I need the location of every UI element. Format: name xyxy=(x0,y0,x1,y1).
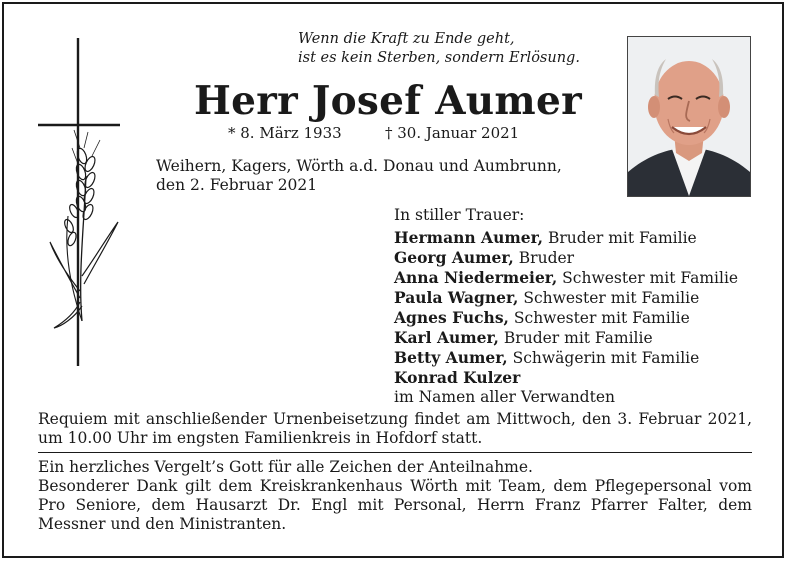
motto-line-1: Wenn die Kraft zu Ende geht, xyxy=(298,31,515,47)
mourner-relation: Bruder mit Familie xyxy=(503,329,653,347)
mourner-name: Karl Aumer, xyxy=(394,328,499,347)
mourner-relation: Schwester mit Familie xyxy=(513,309,690,327)
place-and-date xyxy=(156,157,562,195)
mourner-row xyxy=(394,308,738,328)
mourner-relation: Schwägerin mit Familie xyxy=(512,349,700,367)
mourner-relation: Schwester mit Familie xyxy=(562,269,739,287)
mourner-row xyxy=(394,268,738,288)
date-line: den 2. Februar 2021 xyxy=(156,176,318,194)
cross-with-wheat-icon xyxy=(34,36,124,372)
mourners-closing: im Namen aller Verwandten xyxy=(394,388,615,406)
mourners-intro: In stiller Trauer: xyxy=(394,206,525,224)
thanks-line: Ein herzliches Vergelt’s Gott für alle Zeichen der Anteilnahme. xyxy=(38,458,533,476)
place-line: Weihern, Kagers, Wörth a.d. Donau und Aumbrunn, xyxy=(156,157,562,175)
mourner-row xyxy=(394,288,738,308)
motto-quote xyxy=(298,30,580,68)
mourner-relation: Schwester mit Familie xyxy=(523,289,700,307)
thanks-section xyxy=(38,458,752,534)
portrait-photo xyxy=(627,36,751,197)
mourner-row xyxy=(394,348,738,368)
motto-line-2: ist es kein Sterben, sondern Erlösung. xyxy=(298,50,580,66)
mourner-name: Agnes Fuchs, xyxy=(394,308,509,327)
mourner-relation: Bruder mit Familie xyxy=(547,229,697,247)
mourners-list xyxy=(394,206,738,407)
thanks-special: Besonderer Dank gilt dem Kreiskrankenhaus Wörth mit Team, dem Pflegepersonal vom Pro Seniore, dem Hausarzt Dr. Engl mit Personal, Herrn Franz Pfarrer Falter, dem Messner und den Ministranten. xyxy=(38,477,752,533)
birth-date: * 8. März 1933 xyxy=(228,124,342,142)
mourner-name: Konrad Kulzer xyxy=(394,368,521,387)
mourner-relation: Bruder xyxy=(518,249,575,267)
deceased-name: Herr Josef Aumer xyxy=(194,78,582,124)
death-date: † 30. Januar 2021 xyxy=(385,124,520,142)
mourner-row xyxy=(394,248,738,268)
mourner-name: Georg Aumer, xyxy=(394,248,514,267)
portrait-illustration xyxy=(628,37,750,196)
mourner-row xyxy=(394,368,738,388)
mourner-row xyxy=(394,228,738,248)
mourner-name: Hermann Aumer, xyxy=(394,228,544,247)
divider xyxy=(38,452,752,453)
mourner-name: Paula Wagner, xyxy=(394,288,519,307)
requiem-notice: Requiem mit anschließender Urnenbeisetzung findet am Mittwoch, den 3. Februar 2021, um 10.00 Uhr im engsten Familienkreis in Hofdorf statt. xyxy=(38,410,752,447)
mourner-name: Betty Aumer, xyxy=(394,348,508,367)
mourner-name: Anna Niedermeier, xyxy=(394,268,558,287)
mourner-row xyxy=(394,328,738,348)
